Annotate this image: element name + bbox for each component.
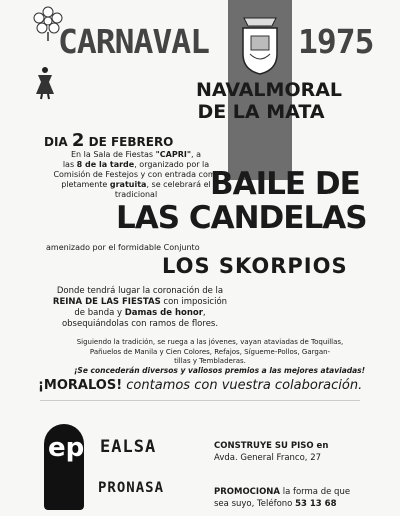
event-date <box>44 130 173 151</box>
company-ealsa: EALSA <box>100 437 157 457</box>
ad-promo-text <box>214 486 350 510</box>
date-month: DE FEBRERO <box>88 135 174 149</box>
ad-line-4b: Teléfono <box>254 499 296 509</box>
date-prefix: DIA <box>44 135 68 149</box>
dancer-icon <box>34 66 56 100</box>
free-entry: gratuita <box>109 180 147 189</box>
intro-line-2b: , organizado por la <box>134 160 210 169</box>
ladies-title: Damas de honor <box>124 308 203 318</box>
intro-line-3: Comisión de Festejos y con entrada com- <box>53 170 219 179</box>
coronation-line-1: Donde tendrá lugar la coronación de la <box>56 286 224 296</box>
intro-line-2a: las <box>62 160 75 169</box>
tradition-line-3: tillas y Tembladeras. <box>174 357 246 365</box>
coronation-line-3b: , <box>202 308 206 318</box>
intro-line-4a: pletamente <box>61 180 108 189</box>
carnaval-title: CARNAVAL <box>58 22 209 61</box>
ad-line-2: Avda. General Franco, 27 <box>214 453 322 463</box>
intro-line-4b: , se celebrará el <box>146 180 211 189</box>
ad-phone: 53 13 68 <box>295 499 337 509</box>
dance-title-line-2: LAS CANDELAS <box>116 200 367 236</box>
town-line-2: DE LA MATA <box>197 101 325 123</box>
coronation-line-3a: de banda y <box>74 308 123 318</box>
slogan-rest: contamos con vuestra colaboración. <box>122 378 363 393</box>
ad-line-4: sea suyo, <box>214 499 255 509</box>
tradition-line-2: Pañuelos de Manila y Cien Colores, Refajos, Sígueme-Pollos, Gargan- <box>89 347 331 356</box>
date-day: 2 <box>71 130 85 151</box>
ad-line-1: CONSTRUYE SU PISO en <box>214 441 329 451</box>
ad-build-text <box>214 440 328 464</box>
venue-name: "CAPRI" <box>155 150 192 159</box>
ep-logo-text: ep <box>48 433 85 463</box>
intro-text <box>48 150 224 200</box>
ad-line-3a: PROMOCIONA <box>214 487 281 497</box>
coat-of-arms-icon <box>238 14 282 76</box>
band-intro: amenizado por el formidable Conjunto <box>46 243 200 252</box>
intro-line-5: tradicional <box>114 190 158 199</box>
intro-line-1b: , a <box>191 150 202 159</box>
dance-title-line-1: BAILE DE <box>210 166 360 202</box>
town-line-1: NAVALMORAL <box>196 79 343 101</box>
queen-title: REINA DE LAS FIESTAS <box>52 297 161 307</box>
prizes-text: ¡Se concederán diversos y valiosos premios a las mejores ataviadas! <box>74 366 366 375</box>
year-title: 1975 <box>298 22 374 61</box>
coronation-line-2b: con imposición <box>160 297 228 307</box>
band-name: LOS SKORPIOS <box>162 254 348 278</box>
slogan-bold: ¡MORALOS! <box>38 378 123 393</box>
coronation-text <box>42 286 238 330</box>
tradition-line-1: Siguiendo la tradición, se ruega a las jóvenes, vayan ataviadas de Toquillas, <box>76 338 344 346</box>
intro-line-1: En la Sala de Fiestas <box>70 150 154 159</box>
company-pronasa: PRONASA <box>98 480 165 496</box>
coronation-line-4: obsequiándolas con ramos de flores. <box>61 319 219 329</box>
slogan <box>38 378 362 393</box>
tradition-text <box>60 338 360 367</box>
event-time: 8 de la tarde <box>76 160 135 169</box>
ad-line-3b: la forma de que <box>280 487 351 497</box>
